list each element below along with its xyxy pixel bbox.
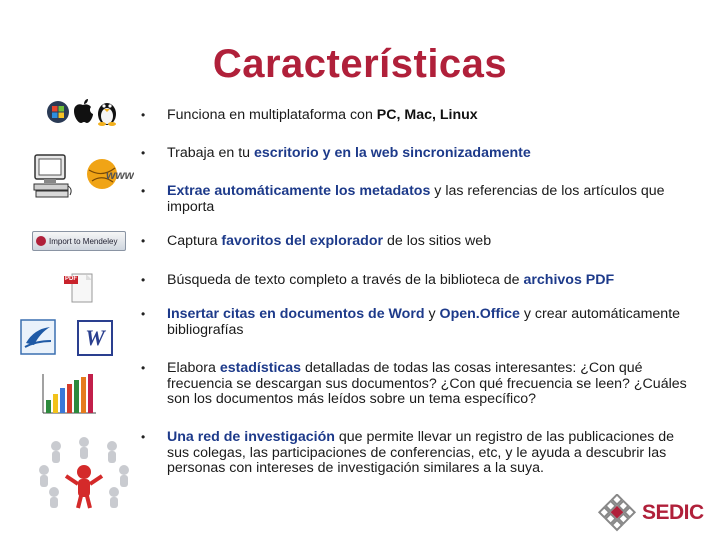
feature-bookmarks (167, 234, 697, 250)
web-globe-icon (84, 156, 134, 197)
feature-text-fragment: de los sitios web (383, 233, 492, 249)
feature-text-fragment: Trabaja en tu (167, 145, 255, 161)
feature-pdf-search (167, 273, 697, 289)
bullet: • (141, 273, 146, 287)
feature-text-fragment: Búsqueda de texto completo a través de la biblioteca de (167, 272, 524, 288)
feature-text-fragment: y crear automáticamente bibliografías (167, 306, 681, 338)
feature-text-fragment: Funciona en multiplataforma con (167, 107, 377, 123)
microsoft-word-icon (77, 320, 113, 356)
feature-text-fragment: Open.Office (439, 306, 520, 322)
svg-text:www: www (106, 168, 134, 182)
feature-text-fragment: detalladas de todas las cosas interesantes: ¿Con qué frecuencia se descargan sus documentos? ¿Con qué frecuencia se leen? ¿Cuáles son los documentos más leídos sobre un tema específico? (167, 360, 687, 407)
windows-icon (46, 100, 70, 129)
feature-research-network (167, 430, 697, 477)
pdf-label: PDF (65, 276, 77, 282)
feature-text-fragment: Insertar citas en documentos de Word (167, 306, 425, 322)
sedic-logo-mark (598, 494, 636, 532)
statistics-chart-icon (40, 372, 98, 421)
desktop-computer-icon (32, 153, 74, 204)
feature-citations (167, 307, 697, 338)
feature-text-fragment: y las referencias de los artículos que importa (167, 183, 665, 215)
feature-text-fragment: archivos PDF (523, 272, 615, 288)
feature-text-fragment: estadísticas (219, 360, 302, 376)
sedic-logo-text: SEDIC (642, 501, 704, 524)
feature-text-fragment: Captura (167, 233, 222, 249)
feature-metadata (167, 184, 697, 215)
import-to-mendeley-label: Import to Mendeley (49, 236, 118, 246)
openoffice-icon (20, 319, 56, 360)
feature-statistics (167, 361, 697, 408)
feature-text-fragment: que permite llevar un registro de las publicaciones de sus colegas, las participaciones de conferencias, etc, y le ayuda a descubrir las personas con intereses de investigación similares a la suya. (167, 429, 675, 476)
mendeley-icon (36, 236, 46, 246)
slide-title: Características (212, 42, 508, 86)
feature-text-fragment: PC, Mac, Linux (376, 107, 478, 123)
pdf-file-icon (62, 270, 96, 311)
import-to-mendeley-button-image (32, 231, 126, 251)
apple-icon (72, 98, 94, 129)
feature-text-fragment: favoritos del explorador (221, 233, 384, 249)
feature-text-fragment: escritorio y en la web sincronizadamente (254, 145, 531, 161)
bullet: • (141, 361, 146, 375)
feature-text-fragment: y (424, 306, 440, 322)
feature-multiplatform (167, 108, 697, 124)
bullet: • (141, 108, 146, 122)
word-letter: W (85, 325, 105, 350)
bullet: • (141, 234, 146, 248)
feature-text-fragment: Extrae automáticamente los metadatos (167, 183, 431, 199)
bullet: • (141, 146, 146, 160)
bullet: • (141, 184, 146, 198)
feature-text-fragment: Elabora (167, 360, 220, 376)
sedic-logo (598, 494, 704, 532)
bullet: • (141, 307, 146, 321)
linux-tux-icon (96, 98, 118, 131)
research-network-icon (36, 436, 132, 515)
bullet: • (141, 430, 146, 444)
feature-text-fragment: Una red de investigación (167, 429, 335, 445)
feature-sync (167, 146, 697, 162)
